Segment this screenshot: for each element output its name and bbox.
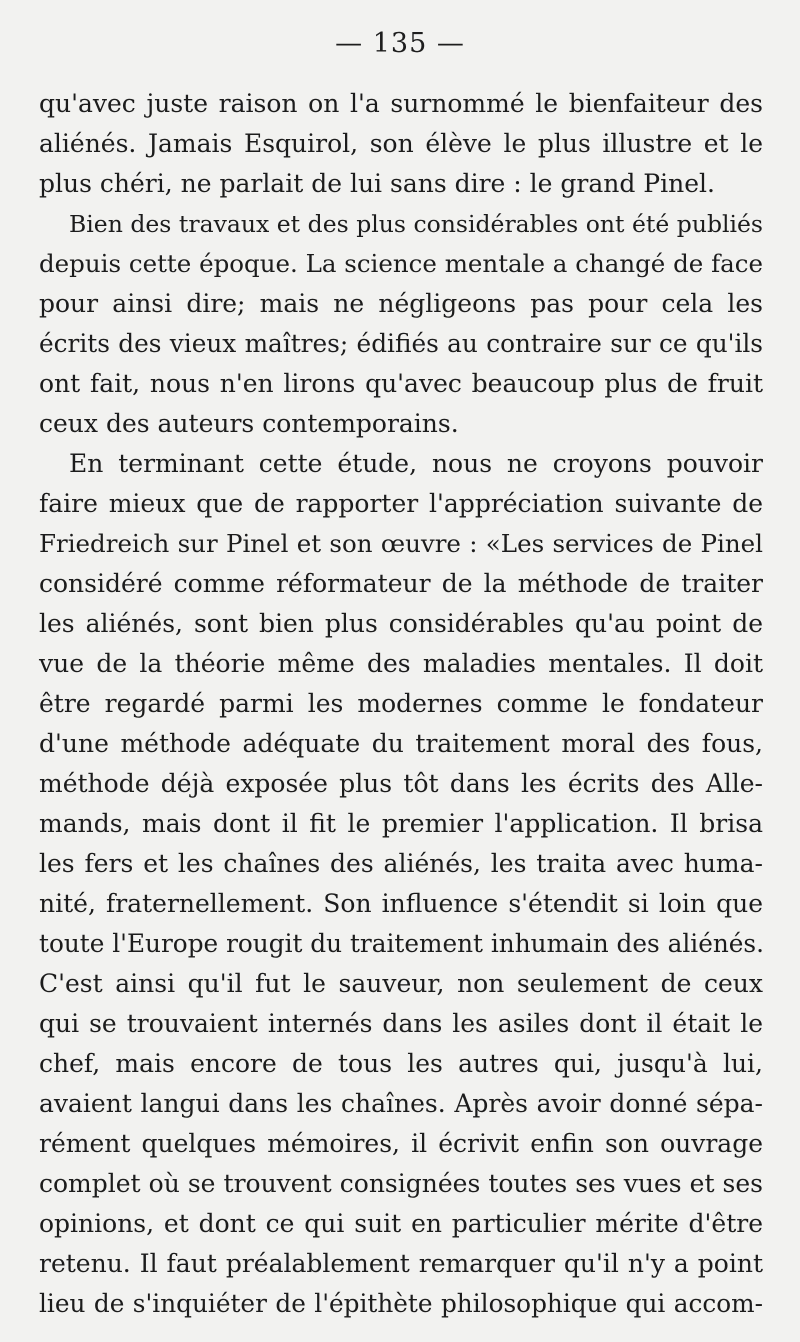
body-text [39, 84, 763, 1324]
text-line: rément quelques mémoires, il écrivit enfin son ouvrage [39, 1129, 763, 1158]
text-line: être regardé parmi les modernes comme le fondateur [39, 689, 763, 718]
text-line: nité, fraternellement. Son influence s'étendit si loin que [39, 889, 763, 918]
text-line: qui se trouvaient internés dans les asiles dont il était le [39, 1009, 763, 1038]
text-line: retenu. Il faut préalablement remarquer qu'il n'y a point [39, 1249, 763, 1278]
text-line: faire mieux que de rapporter l'appréciation suivante de [39, 489, 763, 518]
text-line: ceux des auteurs contemporains. [39, 409, 459, 438]
text-line: vue de la théorie même des maladies mentales. Il doit [39, 649, 763, 678]
text-line: aliénés. Jamais Esquirol, son élève le plus illustre et le [39, 129, 763, 158]
text-line: ont fait, nous n'en lirons qu'avec beaucoup plus de fruit [39, 369, 763, 398]
text-line: toute l'Europe rougit du traitement inhumain des aliénés. [39, 929, 765, 958]
text-line: C'est ainsi qu'il fut le sauveur, non seulement de ceux [39, 969, 763, 998]
text-line: les fers et les chaînes des aliénés, les traita avec huma- [39, 849, 763, 878]
text-line: d'une méthode adéquate du traitement moral des fous, [39, 729, 763, 758]
text-line: En terminant cette étude, nous ne croyons pouvoir [69, 449, 763, 478]
text-line: mands, mais dont il fit le premier l'application. Il brisa [39, 809, 763, 838]
text-line: considéré comme réformateur de la méthode de traiter [39, 569, 763, 598]
text-line: Bien des travaux et des plus considérables ont été publiés [69, 210, 763, 238]
text-line: qu'avec juste raison on l'a surnommé le bienfaiteur des [39, 89, 763, 118]
text-line: opinions, et dont ce qui suit en particulier mérite d'être [39, 1209, 763, 1238]
text-line: les aliénés, sont bien plus considérables qu'au point de [39, 609, 763, 638]
page-number: — 135 — [335, 28, 465, 59]
text-line: pour ainsi dire; mais ne négligeons pas pour cela les [39, 289, 763, 318]
text-line: plus chéri, ne parlait de lui sans dire : le grand Pinel. [39, 169, 715, 198]
text-line: écrits des vieux maîtres; édifiés au contraire sur ce qu'ils [39, 329, 763, 358]
text-line: avaient langui dans les chaînes. Après avoir donné sépa- [39, 1089, 763, 1118]
text-line: complet où se trouvent consignées toutes ses vues et ses [39, 1169, 763, 1198]
text-line: méthode déjà exposée plus tôt dans les écrits des Alle- [39, 769, 763, 798]
text-line: depuis cette époque. La science mentale a changé de face [39, 249, 763, 278]
text-line: Friedreich sur Pinel et son œuvre : «Les services de Pinel [39, 529, 763, 558]
text-line: lieu de s'inquiéter de l'épithète philosophique qui accom- [39, 1289, 763, 1318]
text-line: chef, mais encore de tous les autres qui, jusqu'à lui, [39, 1049, 763, 1078]
